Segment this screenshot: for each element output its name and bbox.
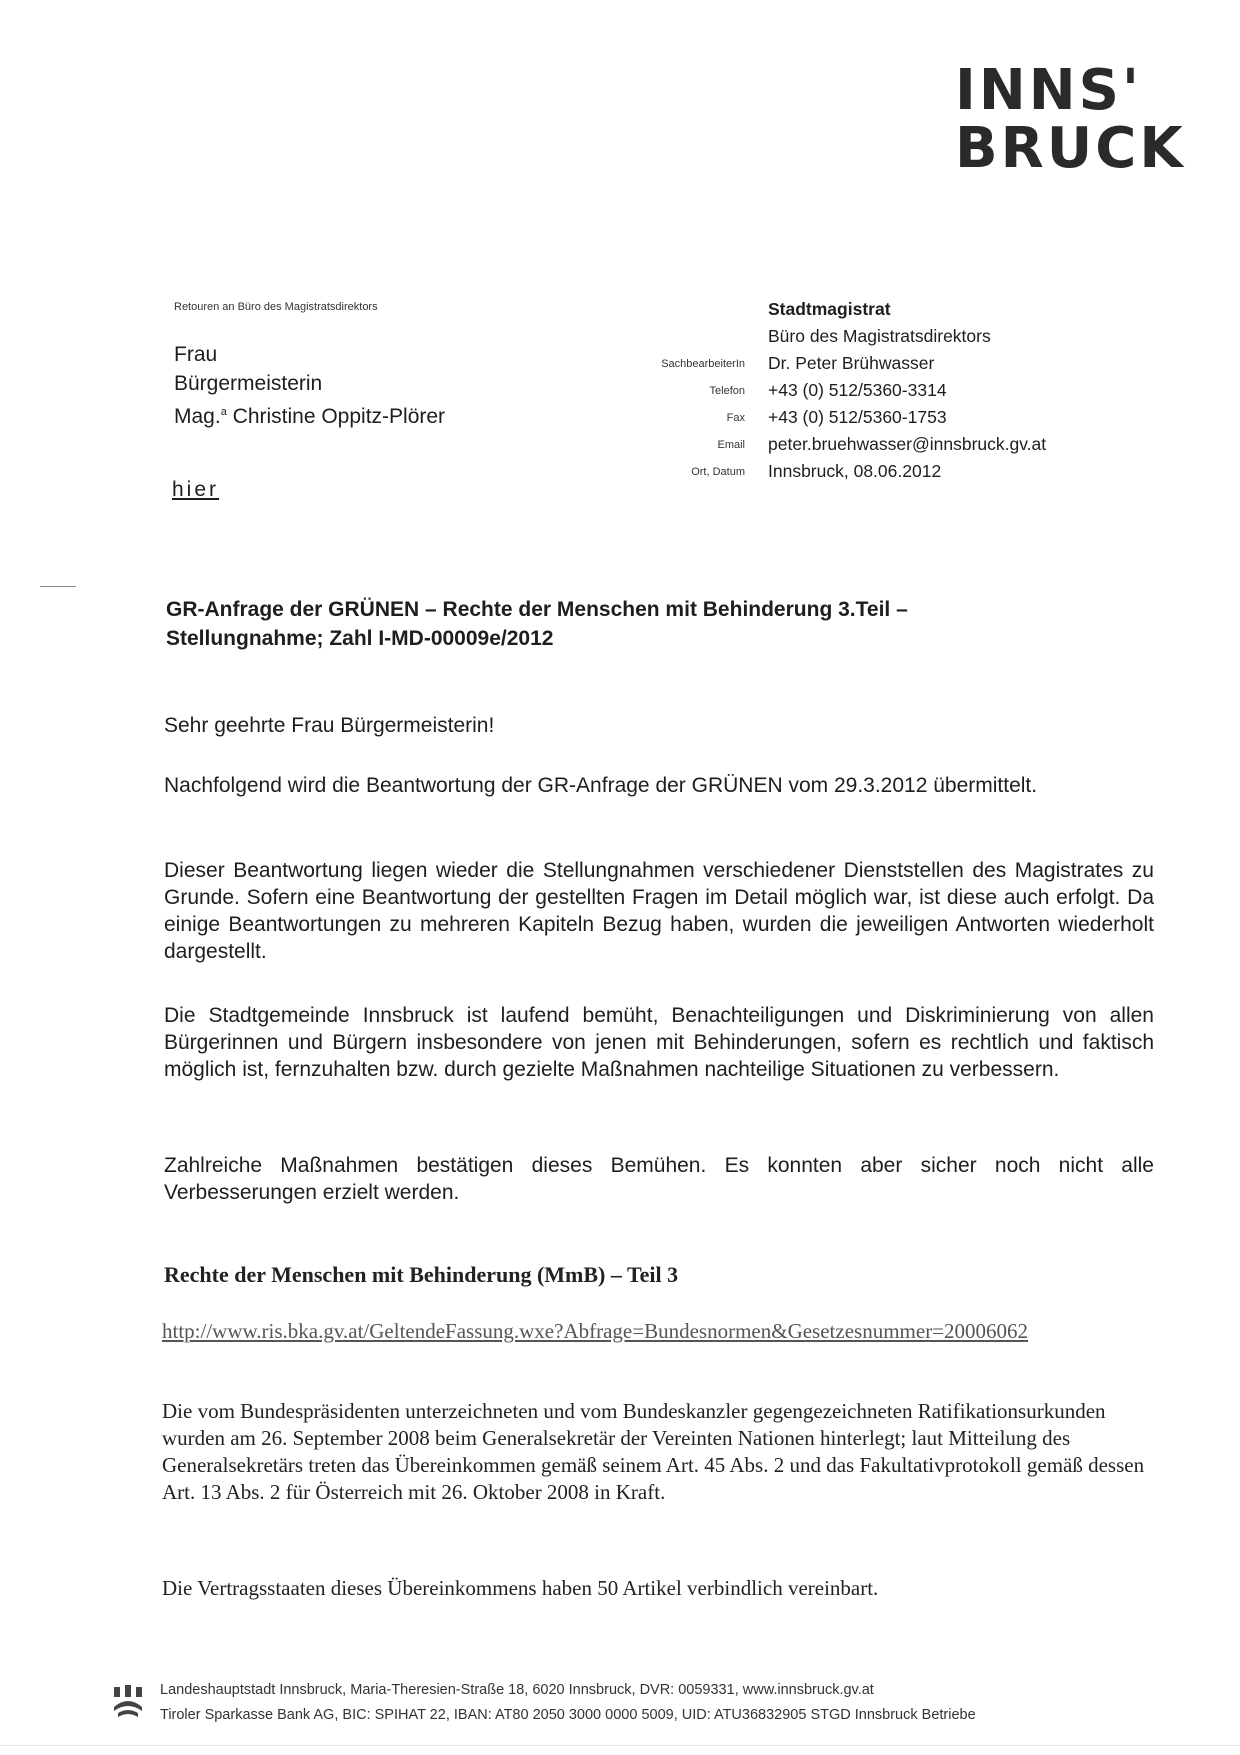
value-email: peter.bruehwasser@innsbruck.gv.at [768,434,1047,454]
recipient-salutation: Frau [174,343,218,366]
recipient-name-prefix: Mag. [174,405,221,428]
paragraph-6: Die Vertragsstaaten dieses Übereinkommens haben 50 Artikel verbindlich vereinbart. [162,1576,879,1600]
label-telefon: Telefon [709,385,745,397]
logo-line-2: BRUCK [955,116,1186,181]
label-sachbearbeiter: SachbearbeiterIn [661,358,745,370]
innsbruck-bridge-icon [112,1683,144,1721]
paragraph-5: Die vom Bundespräsidenten unterzeichneten und vom Bundeskanzler gegengezeichneten Ratifikationsurkunden wurden am 26. September 2008 beim Generalsekretär der Vereinten Nationen hinterlegt; laut Mitteilung des Generalsekretärs treten das Übereinkommen gemäß seinem Art. 45 Abs. 2 und das Fakultativprotokoll gemäß dessen Art. 13 Abs. 2 für Österreich mit 26. Oktober 2008 in Kraft. [162,1399,1145,1504]
recipient-block [174,340,445,431]
recipient-name-rest: Christine Oppitz-Plörer [226,405,446,428]
paragraph-4: Zahlreiche Maßnahmen bestätigen dieses Bemühen. Es konnten aber sicher noch nicht alle Verbesserungen erzielt werden. [164,1154,1154,1204]
recipient-location: hier [172,478,220,501]
footer [160,1678,976,1728]
sender-labels [560,351,745,486]
sender-org: Stadtmagistrat [768,299,891,319]
return-address: Retouren an Büro des Magistratsdirektors [174,301,378,313]
greeting: Sehr geehrte Frau Bürgermeisterin! [164,714,495,737]
label-fax: Fax [726,412,745,424]
value-ort-datum: Innsbruck, 08.06.2012 [768,461,942,481]
value-fax: +43 (0) 512/5360-1753 [768,407,947,427]
paragraph-1: Nachfolgend wird die Beantwortung der GR-Anfrage der GRÜNEN vom 29.3.2012 übermittelt. [164,774,1038,797]
fold-mark [40,586,76,587]
value-sachbearbeiter: Dr. Peter Brühwasser [768,353,935,373]
recipient-name-sup: a [220,406,227,418]
logo-line-1: INNS' [955,58,1143,123]
subject-line-1: GR-Anfrage der GRÜNEN – Rechte der Menschen mit Behinderung 3.Teil – [166,598,908,621]
label-email: Email [717,439,745,451]
sender-office: Büro des Magistratsdirektors [768,326,991,346]
recipient-name [174,398,445,431]
footer-line-1: Landeshauptstadt Innsbruck, Maria-Theresien-Straße 18, 6020 Innsbruck, DVR: 0059331, www.innsbruck.gv.at [160,1682,874,1698]
paragraph-2: Dieser Beantwortung liegen wieder die Stellungnahmen verschiedener Dienststellen des Magistrates zu Grunde. Sofern eine Beantwortung der gestellten Fragen im Detail möglich war, ist diese auch erfolgt. Da einige Beantwortungen zu mehreren Kapiteln Bezug haben, wurden die jeweiligen Antworten wiederholt dargestellt. [164,859,1154,963]
paragraph-3: Die Stadtgemeinde Innsbruck ist laufend bemüht, Benachteiligungen und Diskriminierung von allen Bürgerinnen und Bürgern insbesondere von jenen mit Behinderungen, sofern es rechtlich und faktisch möglich ist, fernzuhalten bzw. durch gezielte Maßnahmen nachteilige Situationen zu verbessern. [164,1004,1154,1081]
sender-values [768,296,1046,485]
bottom-edge-line [0,1745,1240,1746]
law-link[interactable]: http://www.ris.bka.gv.at/GeltendeFassung.wxe?Abfrage=Bundesnormen&Gesetzesnummer=20006062 [162,1319,1029,1343]
section-title: Rechte der Menschen mit Behinderung (MmB) – Teil 3 [164,1262,679,1287]
footer-line-2: Tiroler Sparkasse Bank AG, BIC: SPIHAT 22, IBAN: AT80 2050 3000 0000 5009, UID: ATU36832905 STGD Innsbruck Betriebe [160,1707,976,1723]
label-ort-datum: Ort, Datum [691,466,745,478]
recipient-title: Bürgermeisterin [174,372,323,395]
value-telefon: +43 (0) 512/5360-3314 [768,380,947,400]
subject-line-2: Stellungnahme; Zahl I-MD-00009e/2012 [166,627,554,650]
innsbruck-logo [955,58,1205,181]
subject [166,595,908,653]
